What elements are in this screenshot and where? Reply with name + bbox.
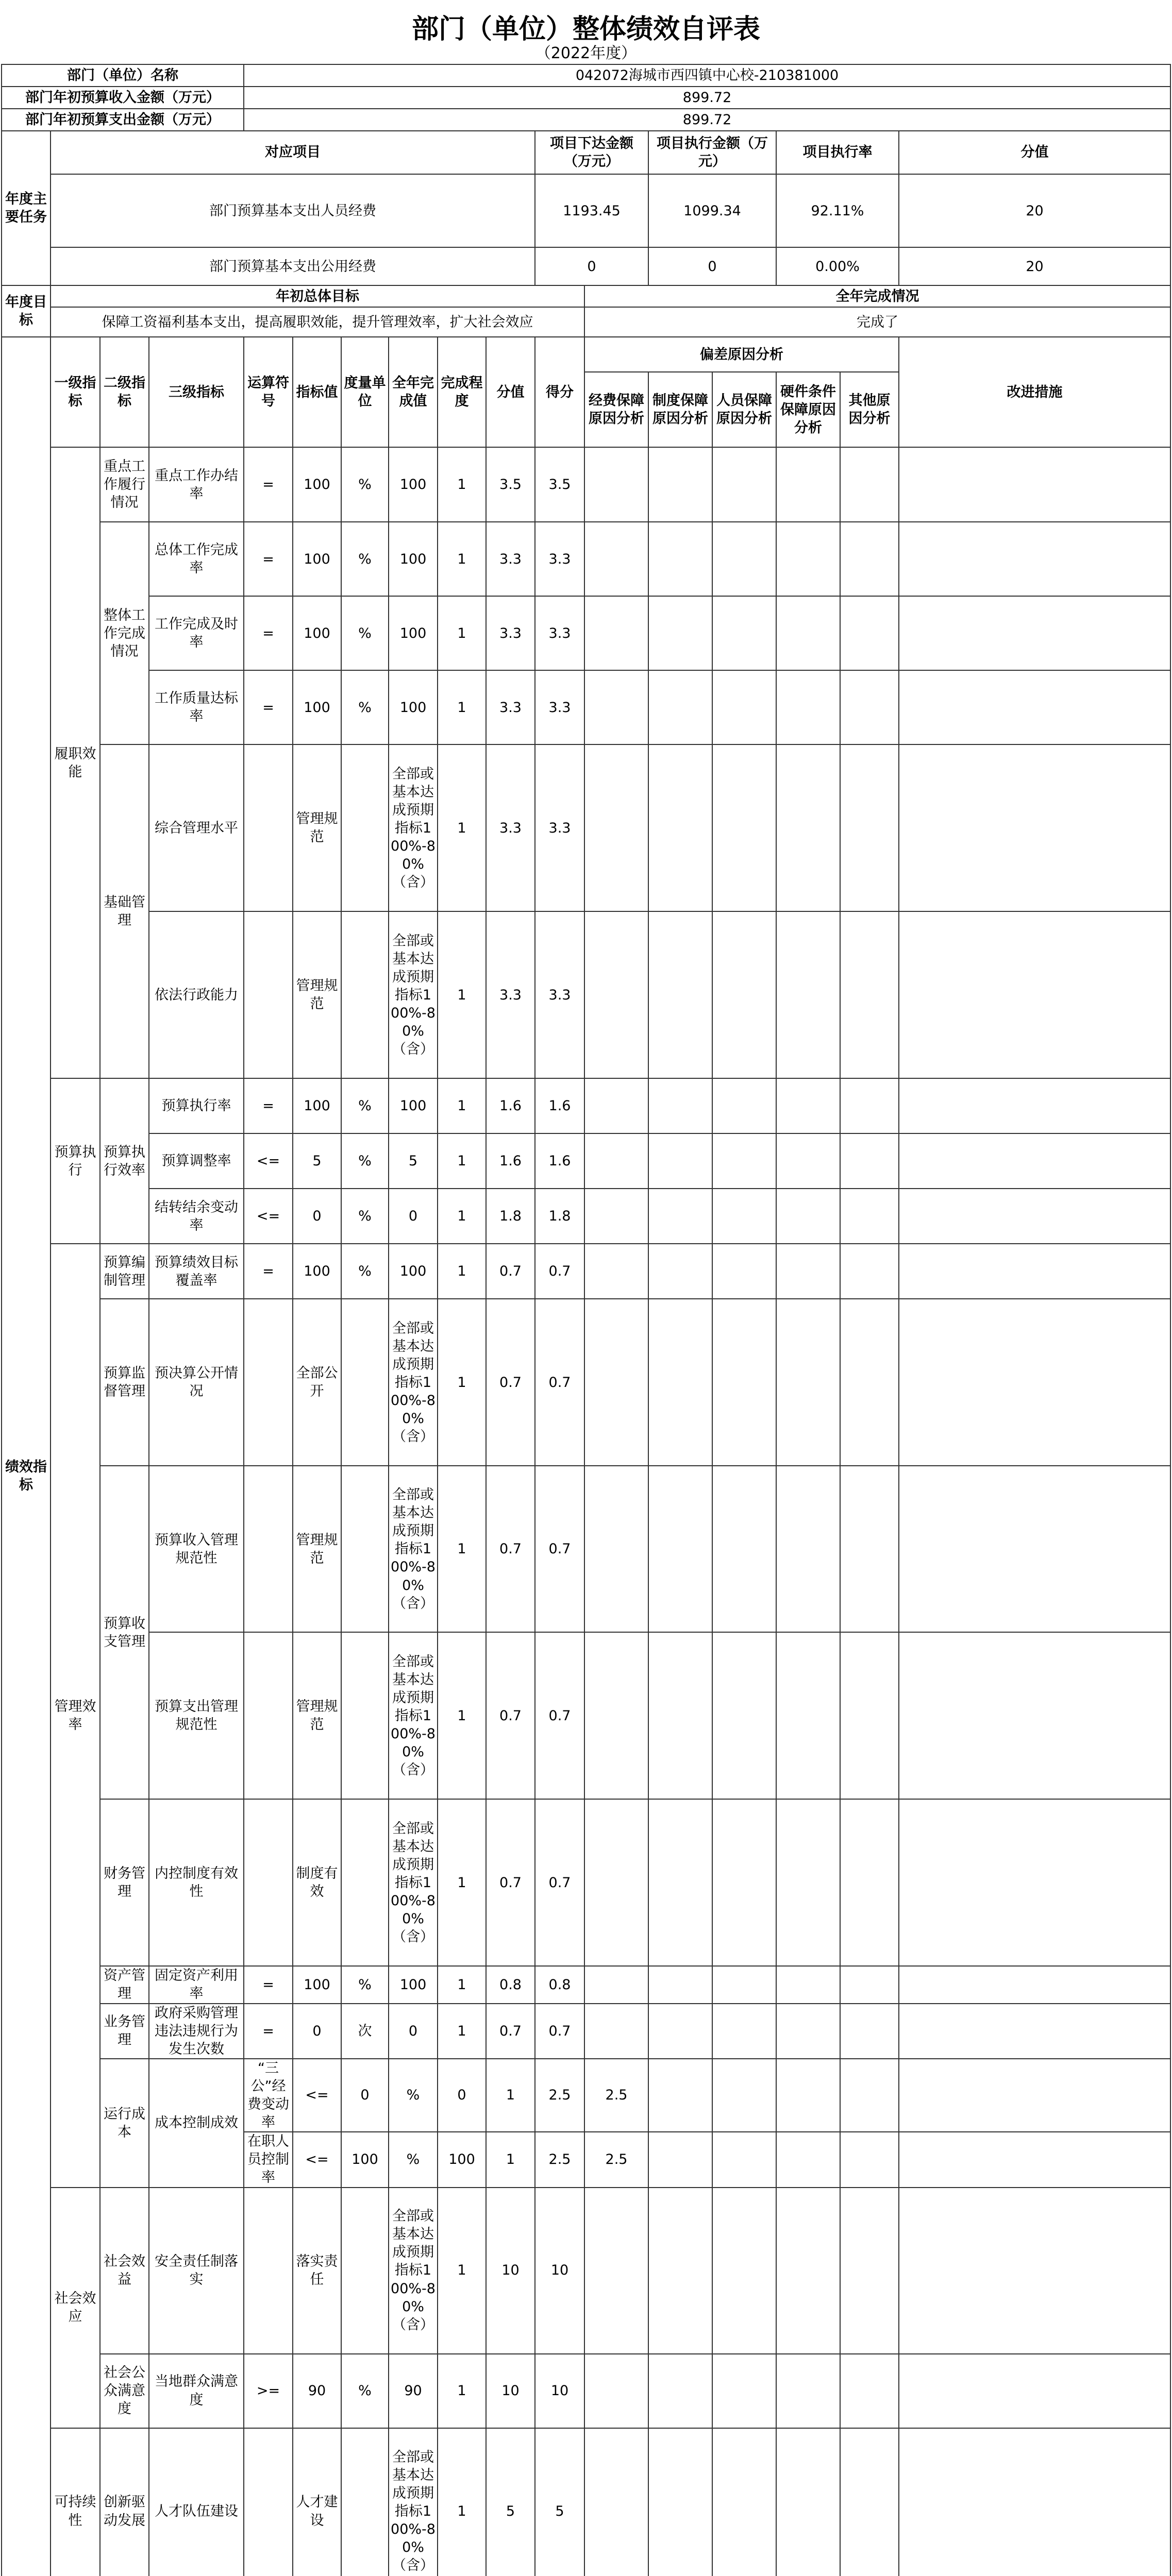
level2-cell: 预算执行效率: [100, 1078, 149, 1244]
header-target: 指标值: [293, 337, 341, 447]
header-level1: 一级指标: [51, 337, 100, 447]
target-cell: 管理规范: [293, 1632, 341, 1799]
score-cell: 0.7: [535, 1632, 584, 1799]
score-value-cell: 3.5: [486, 447, 535, 522]
degree-cell: 1: [438, 1966, 486, 2003]
degree-cell: 1: [438, 1078, 486, 1133]
level2-cell: 创新驱动发展: [100, 2428, 149, 2576]
level1-cell: 预算执行: [51, 1078, 100, 1244]
level2-cell: 业务管理: [100, 2004, 149, 2059]
level3-cell: 预算执行率: [149, 1078, 244, 1133]
operator-cell: =: [244, 522, 293, 596]
annual-cell: 全部或基本达成预期指标100%-80%（含）: [389, 1466, 438, 1632]
level3-cell: 综合管理水平: [149, 744, 244, 911]
degree-cell: 1: [438, 911, 486, 1078]
annual-cell: 100: [438, 2132, 486, 2187]
indicators-header-row-1: [2, 337, 1170, 372]
task-score-value: 20: [899, 247, 1170, 285]
operator-cell: >=: [244, 2354, 293, 2428]
unit-cell: [341, 1799, 389, 1966]
target-cell: 管理规范: [293, 744, 341, 911]
score-cell: 0.7: [535, 1466, 584, 1632]
task-score-value: 20: [899, 174, 1170, 247]
level3-cell: 预算绩效目标覆盖率: [149, 1244, 244, 1299]
degree-cell: 1: [438, 2188, 486, 2354]
score-cell: 3.5: [535, 447, 584, 522]
level3-cell: 安全责任制落实: [149, 2188, 244, 2354]
annual-cell: 全部或基本达成预期指标100%-80%（含）: [389, 1632, 438, 1799]
target-cell: 5: [293, 1133, 341, 1189]
score-value-cell: 0.7: [486, 2004, 535, 2059]
indicator-row: [2, 596, 1170, 670]
target-cell: 管理规范: [293, 1466, 341, 1632]
annual-cell: 全部或基本达成预期指标100%-80%（含）: [389, 1299, 438, 1466]
goal-initial-label: 年初总体目标: [51, 285, 584, 307]
operator-cell: [244, 1799, 293, 1966]
score-value-cell: 2.5: [535, 2059, 584, 2132]
goal-initial-value: 保障工资福利基本支出，提高履职效能，提升管理效率，扩大社会效应: [51, 307, 584, 337]
level1-cell: 管理效率: [51, 1244, 100, 2187]
unit-cell: 次: [341, 2004, 389, 2059]
indicator-row: [2, 1299, 1170, 1466]
score-value-cell: 0.7: [486, 1799, 535, 1966]
target-cell: 100: [293, 1078, 341, 1133]
level2-cell: 预算收支管理: [100, 1466, 149, 1799]
level3-cell: 总体工作完成率: [149, 522, 244, 596]
annual-cell: 5: [389, 1133, 438, 1189]
score-cell: 0.8: [535, 1966, 584, 2003]
unit-cell: %: [341, 1133, 389, 1189]
score-cell: 3.3: [535, 522, 584, 596]
tasks-header-allocated: 项目下达金额（万元）: [535, 131, 648, 174]
score-value-cell: 0.7: [486, 1632, 535, 1799]
indicator-row: [2, 1078, 1170, 1133]
indicator-row: [2, 2188, 1170, 2354]
operator-cell: =: [244, 447, 293, 522]
evaluation-table: [1, 64, 1171, 2576]
annual-cell: 100: [389, 1078, 438, 1133]
score-value-cell: 1.6: [486, 1078, 535, 1133]
unit-cell: %: [389, 2059, 438, 2132]
target-cell: 0: [293, 2004, 341, 2059]
level3-cell: 预算收入管理规范性: [149, 1466, 244, 1632]
header-improve: 改进措施: [899, 337, 1170, 447]
level3-cell: 依法行政能力: [149, 911, 244, 1078]
unit-cell: [341, 2428, 389, 2576]
score-value-cell: 3.3: [486, 744, 535, 911]
annual-cell: 100: [389, 596, 438, 670]
level2-cell: 社会公众满意度: [100, 2354, 149, 2428]
score-value-cell: 0.7: [486, 1244, 535, 1299]
degree-cell: 1: [438, 1799, 486, 1966]
dept-expense-row: [2, 109, 1170, 131]
score-cell: 1.6: [535, 1133, 584, 1189]
level3-cell: 预算支出管理规范性: [149, 1632, 244, 1799]
target-cell: 管理规范: [293, 911, 341, 1078]
indicator-row: [2, 1632, 1170, 1799]
operator-cell: <=: [293, 2059, 341, 2132]
target-cell: 90: [293, 2354, 341, 2428]
level3-cell: 内控制度有效性: [149, 1799, 244, 1966]
dept-expense-value: 899.72: [244, 109, 1170, 131]
score-cell: 10: [535, 2354, 584, 2428]
level3-cell: 政府采购管理违法违规行为发生次数: [149, 2004, 244, 2059]
unit-cell: [341, 1299, 389, 1466]
degree-cell: 1: [438, 1632, 486, 1799]
score-cell: 2.5: [584, 2132, 648, 2187]
target-cell: 100: [293, 670, 341, 744]
annual-cell: 100: [389, 670, 438, 744]
task-executed: 1099.34: [648, 174, 776, 247]
goal-value-row: [2, 307, 1170, 337]
degree-cell: 1: [438, 447, 486, 522]
indicator-row: [2, 2059, 1170, 2132]
operator-cell: =: [244, 2004, 293, 2059]
task-row: [2, 247, 1170, 285]
task-rate: 92.11%: [776, 174, 899, 247]
score-cell: 3.3: [535, 744, 584, 911]
annual-cell: 全部或基本达成预期指标100%-80%（含）: [389, 744, 438, 911]
header-degree: 完成程度: [438, 337, 486, 447]
level2-cell: 整体工作完成情况: [100, 522, 149, 744]
operator-cell: =: [244, 1244, 293, 1299]
tasks-header-score-value: 分值: [899, 131, 1170, 174]
header-level2: 二级指标: [100, 337, 149, 447]
target-cell: 0: [293, 1189, 341, 1244]
indicator-row: [2, 1244, 1170, 1299]
annual-cell: 全部或基本达成预期指标100%-80%（含）: [389, 2188, 438, 2354]
degree-cell: 1: [438, 744, 486, 911]
level3-cell: 工作完成及时率: [149, 596, 244, 670]
degree-cell: 1: [438, 1299, 486, 1466]
target-cell: 100: [293, 1244, 341, 1299]
score-cell: 3.3: [535, 596, 584, 670]
header-hardware: 硬件条件保障原因分析: [776, 372, 840, 447]
annual-cell: 0: [438, 2059, 486, 2132]
dept-name-label: 部门（单位）名称: [2, 64, 244, 87]
operator-cell: =: [244, 1966, 293, 2003]
goal-section-label: 年度目标: [2, 285, 51, 337]
task-item: 部门预算基本支出人员经费: [51, 174, 535, 247]
indicator-row: [2, 2428, 1170, 2576]
target-cell: 100: [293, 447, 341, 522]
score-cell: 0.7: [535, 1299, 584, 1466]
level2-cell: 成本控制成效: [149, 2059, 244, 2188]
level3-cell: 人才队伍建设: [149, 2428, 244, 2576]
target-cell: 落实责任: [293, 2188, 341, 2354]
score-value-cell: 5: [486, 2428, 535, 2576]
indicator-row: [2, 1133, 1170, 1189]
header-level3: 三级指标: [149, 337, 244, 447]
indicator-row: [2, 2354, 1170, 2428]
unit-cell: %: [341, 1966, 389, 2003]
unit-cell: %: [341, 1078, 389, 1133]
degree-cell: 1: [438, 1466, 486, 1632]
indicator-row: [2, 744, 1170, 911]
header-deviation: 偏差原因分析: [584, 337, 899, 372]
unit-cell: %: [341, 596, 389, 670]
indicators-section-label: 绩效指标: [2, 337, 51, 2576]
target-cell: 制度有效: [293, 1799, 341, 1966]
annual-cell: 0: [389, 1189, 438, 1244]
task-allocated: 1193.45: [535, 174, 648, 247]
page-title: 部门（单位）整体绩效自评表: [411, 14, 760, 45]
score-value-cell: 2.5: [535, 2132, 584, 2187]
level3-cell: 重点工作办结率: [149, 447, 244, 522]
degree-cell: 1: [486, 2132, 535, 2187]
task-item: 部门预算基本支出公用经费: [51, 247, 535, 285]
score-cell: 0.7: [535, 1244, 584, 1299]
target-cell: 100: [293, 522, 341, 596]
annual-cell: 90: [389, 2354, 438, 2428]
task-rate: 0.00%: [776, 247, 899, 285]
level3-cell: 在职人员控制率: [244, 2132, 293, 2187]
level2-cell: 重点工作履行情况: [100, 447, 149, 522]
target-cell: 0: [341, 2059, 389, 2132]
unit-cell: %: [341, 1244, 389, 1299]
tasks-section-label: 年度主要任务: [2, 131, 51, 285]
score-value-cell: 0.7: [486, 1466, 535, 1632]
operator-cell: [244, 744, 293, 911]
header-score-value: 分值: [486, 337, 535, 447]
indicator-row: [2, 1799, 1170, 1966]
dept-name-row: [2, 64, 1170, 87]
dept-expense-label: 部门年初预算支出金额（万元）: [2, 109, 244, 131]
indicator-row: [2, 670, 1170, 744]
header-unit: 度量单位: [341, 337, 389, 447]
level3-cell: “三公”经费变动率: [244, 2059, 293, 2132]
header-annual: 全年完成值: [389, 337, 438, 447]
task-allocated: 0: [535, 247, 648, 285]
level2-cell: 预算编制管理: [100, 1244, 149, 1299]
level3-cell: 结转结余变动率: [149, 1189, 244, 1244]
annual-cell: 全部或基本达成预期指标100%-80%（含）: [389, 2428, 438, 2576]
score-cell: 0.7: [535, 2004, 584, 2059]
level1-cell: 社会效应: [51, 2188, 100, 2428]
target-cell: 100: [293, 596, 341, 670]
level2-cell: 基础管理: [100, 744, 149, 1078]
score-value-cell: 1.6: [486, 1133, 535, 1189]
level1-cell: 履职效能: [51, 447, 100, 1078]
score-value-cell: 10: [486, 2188, 535, 2354]
operator-cell: [244, 2428, 293, 2576]
level2-cell: 社会效益: [100, 2188, 149, 2354]
unit-cell: [341, 1466, 389, 1632]
annual-cell: 100: [389, 522, 438, 596]
score-cell: 1.6: [535, 1078, 584, 1133]
score-value-cell: 3.3: [486, 670, 535, 744]
annual-cell: 0: [389, 2004, 438, 2059]
score-value-cell: 3.3: [486, 596, 535, 670]
operator-cell: [244, 1632, 293, 1799]
score-value-cell: 10: [486, 2354, 535, 2428]
degree-cell: 1: [438, 1133, 486, 1189]
score-cell: 1.8: [535, 1189, 584, 1244]
annual-cell: 100: [389, 1244, 438, 1299]
indicator-row: [2, 2004, 1170, 2059]
dept-income-value: 899.72: [244, 87, 1170, 109]
operator-cell: <=: [293, 2132, 341, 2187]
level3-cell: 工作质量达标率: [149, 670, 244, 744]
level1-cell: 运行成本: [100, 2059, 149, 2188]
annual-cell: 100: [389, 447, 438, 522]
target-cell: 100: [293, 1966, 341, 2003]
header-other: 其他原因分析: [840, 372, 899, 447]
dept-income-label: 部门年初预算收入金额（万元）: [2, 87, 244, 109]
page-subtitle: （2022年度）: [535, 44, 637, 62]
score-value-cell: 0.7: [486, 1299, 535, 1466]
score-value-cell: 3.3: [486, 911, 535, 1078]
task-executed: 0: [648, 247, 776, 285]
score-value-cell: 1.8: [486, 1189, 535, 1244]
level1-cell: 可持续性: [51, 2428, 100, 2576]
indicator-row: [2, 522, 1170, 596]
score-cell: 5: [535, 2428, 584, 2576]
unit-cell: [341, 911, 389, 1078]
degree-cell: 1: [438, 2354, 486, 2428]
annual-cell: 100: [389, 1966, 438, 2003]
operator-cell: =: [244, 670, 293, 744]
tasks-header-rate: 项目执行率: [776, 131, 899, 174]
degree-cell: 1: [438, 670, 486, 744]
operator-cell: <=: [244, 1189, 293, 1244]
goal-completion-value: 完成了: [584, 307, 1170, 337]
degree-cell: 1: [486, 2059, 535, 2132]
annual-cell: 全部或基本达成预期指标100%-80%（含）: [389, 1799, 438, 1966]
score-cell: 3.3: [535, 911, 584, 1078]
level3-cell: 预算调整率: [149, 1133, 244, 1189]
indicator-row: [2, 447, 1170, 522]
indicator-row: [2, 1466, 1170, 1632]
score-cell: 0.7: [535, 1799, 584, 1966]
dept-name-value: 042072海城市西四镇中心校-210381000: [244, 64, 1170, 87]
goal-completion-label: 全年完成情况: [584, 285, 1170, 307]
score-value-cell: 3.3: [486, 522, 535, 596]
operator-cell: =: [244, 1078, 293, 1133]
level3-cell: 固定资产利用率: [149, 1966, 244, 2003]
header-operator: 运算符号: [244, 337, 293, 447]
degree-cell: 1: [438, 1189, 486, 1244]
dept-income-row: [2, 87, 1170, 109]
operator-cell: [244, 1299, 293, 1466]
score-cell: 2.5: [584, 2059, 648, 2132]
header-score: 得分: [535, 337, 584, 447]
degree-cell: 1: [438, 522, 486, 596]
score-cell: 10: [535, 2188, 584, 2354]
header-funding: 经费保障原因分析: [584, 372, 648, 447]
unit-cell: %: [341, 447, 389, 522]
degree-cell: 1: [438, 2004, 486, 2059]
header-personnel: 人员保障原因分析: [712, 372, 776, 447]
tasks-header-row: [2, 131, 1170, 174]
degree-cell: 1: [438, 2428, 486, 2576]
unit-cell: %: [389, 2132, 438, 2187]
unit-cell: [341, 744, 389, 911]
degree-cell: 1: [438, 596, 486, 670]
indicator-row: [2, 911, 1170, 1078]
tasks-header-item: 对应项目: [51, 131, 535, 174]
level2-cell: 财务管理: [100, 1799, 149, 1966]
goal-header-row: [2, 285, 1170, 307]
annual-cell: 全部或基本达成预期指标100%-80%（含）: [389, 911, 438, 1078]
degree-cell: 1: [438, 1244, 486, 1299]
target-cell: 人才建设: [293, 2428, 341, 2576]
operator-cell: [244, 1466, 293, 1632]
level3-cell: 当地群众满意度: [149, 2354, 244, 2428]
unit-cell: [341, 2188, 389, 2354]
score-value-cell: 0.8: [486, 1966, 535, 2003]
score-cell: 3.3: [535, 670, 584, 744]
tasks-header-executed: 项目执行金额（万元）: [648, 131, 776, 174]
unit-cell: [341, 1632, 389, 1799]
level3-cell: 预决算公开情况: [149, 1299, 244, 1466]
unit-cell: %: [341, 2354, 389, 2428]
unit-cell: %: [341, 1189, 389, 1244]
operator-cell: [244, 911, 293, 1078]
target-cell: 全部公开: [293, 1299, 341, 1466]
operator-cell: [244, 2188, 293, 2354]
unit-cell: %: [341, 522, 389, 596]
level2-cell: 资产管理: [100, 1966, 149, 2003]
operator-cell: <=: [244, 1133, 293, 1189]
task-row: [2, 174, 1170, 247]
target-cell: 100: [341, 2132, 389, 2187]
unit-cell: %: [341, 670, 389, 744]
operator-cell: =: [244, 596, 293, 670]
level2-cell: 预算监督管理: [100, 1299, 149, 1466]
indicator-row: [2, 1189, 1170, 1244]
header-system: 制度保障原因分析: [648, 372, 712, 447]
indicator-row: [2, 1966, 1170, 2003]
